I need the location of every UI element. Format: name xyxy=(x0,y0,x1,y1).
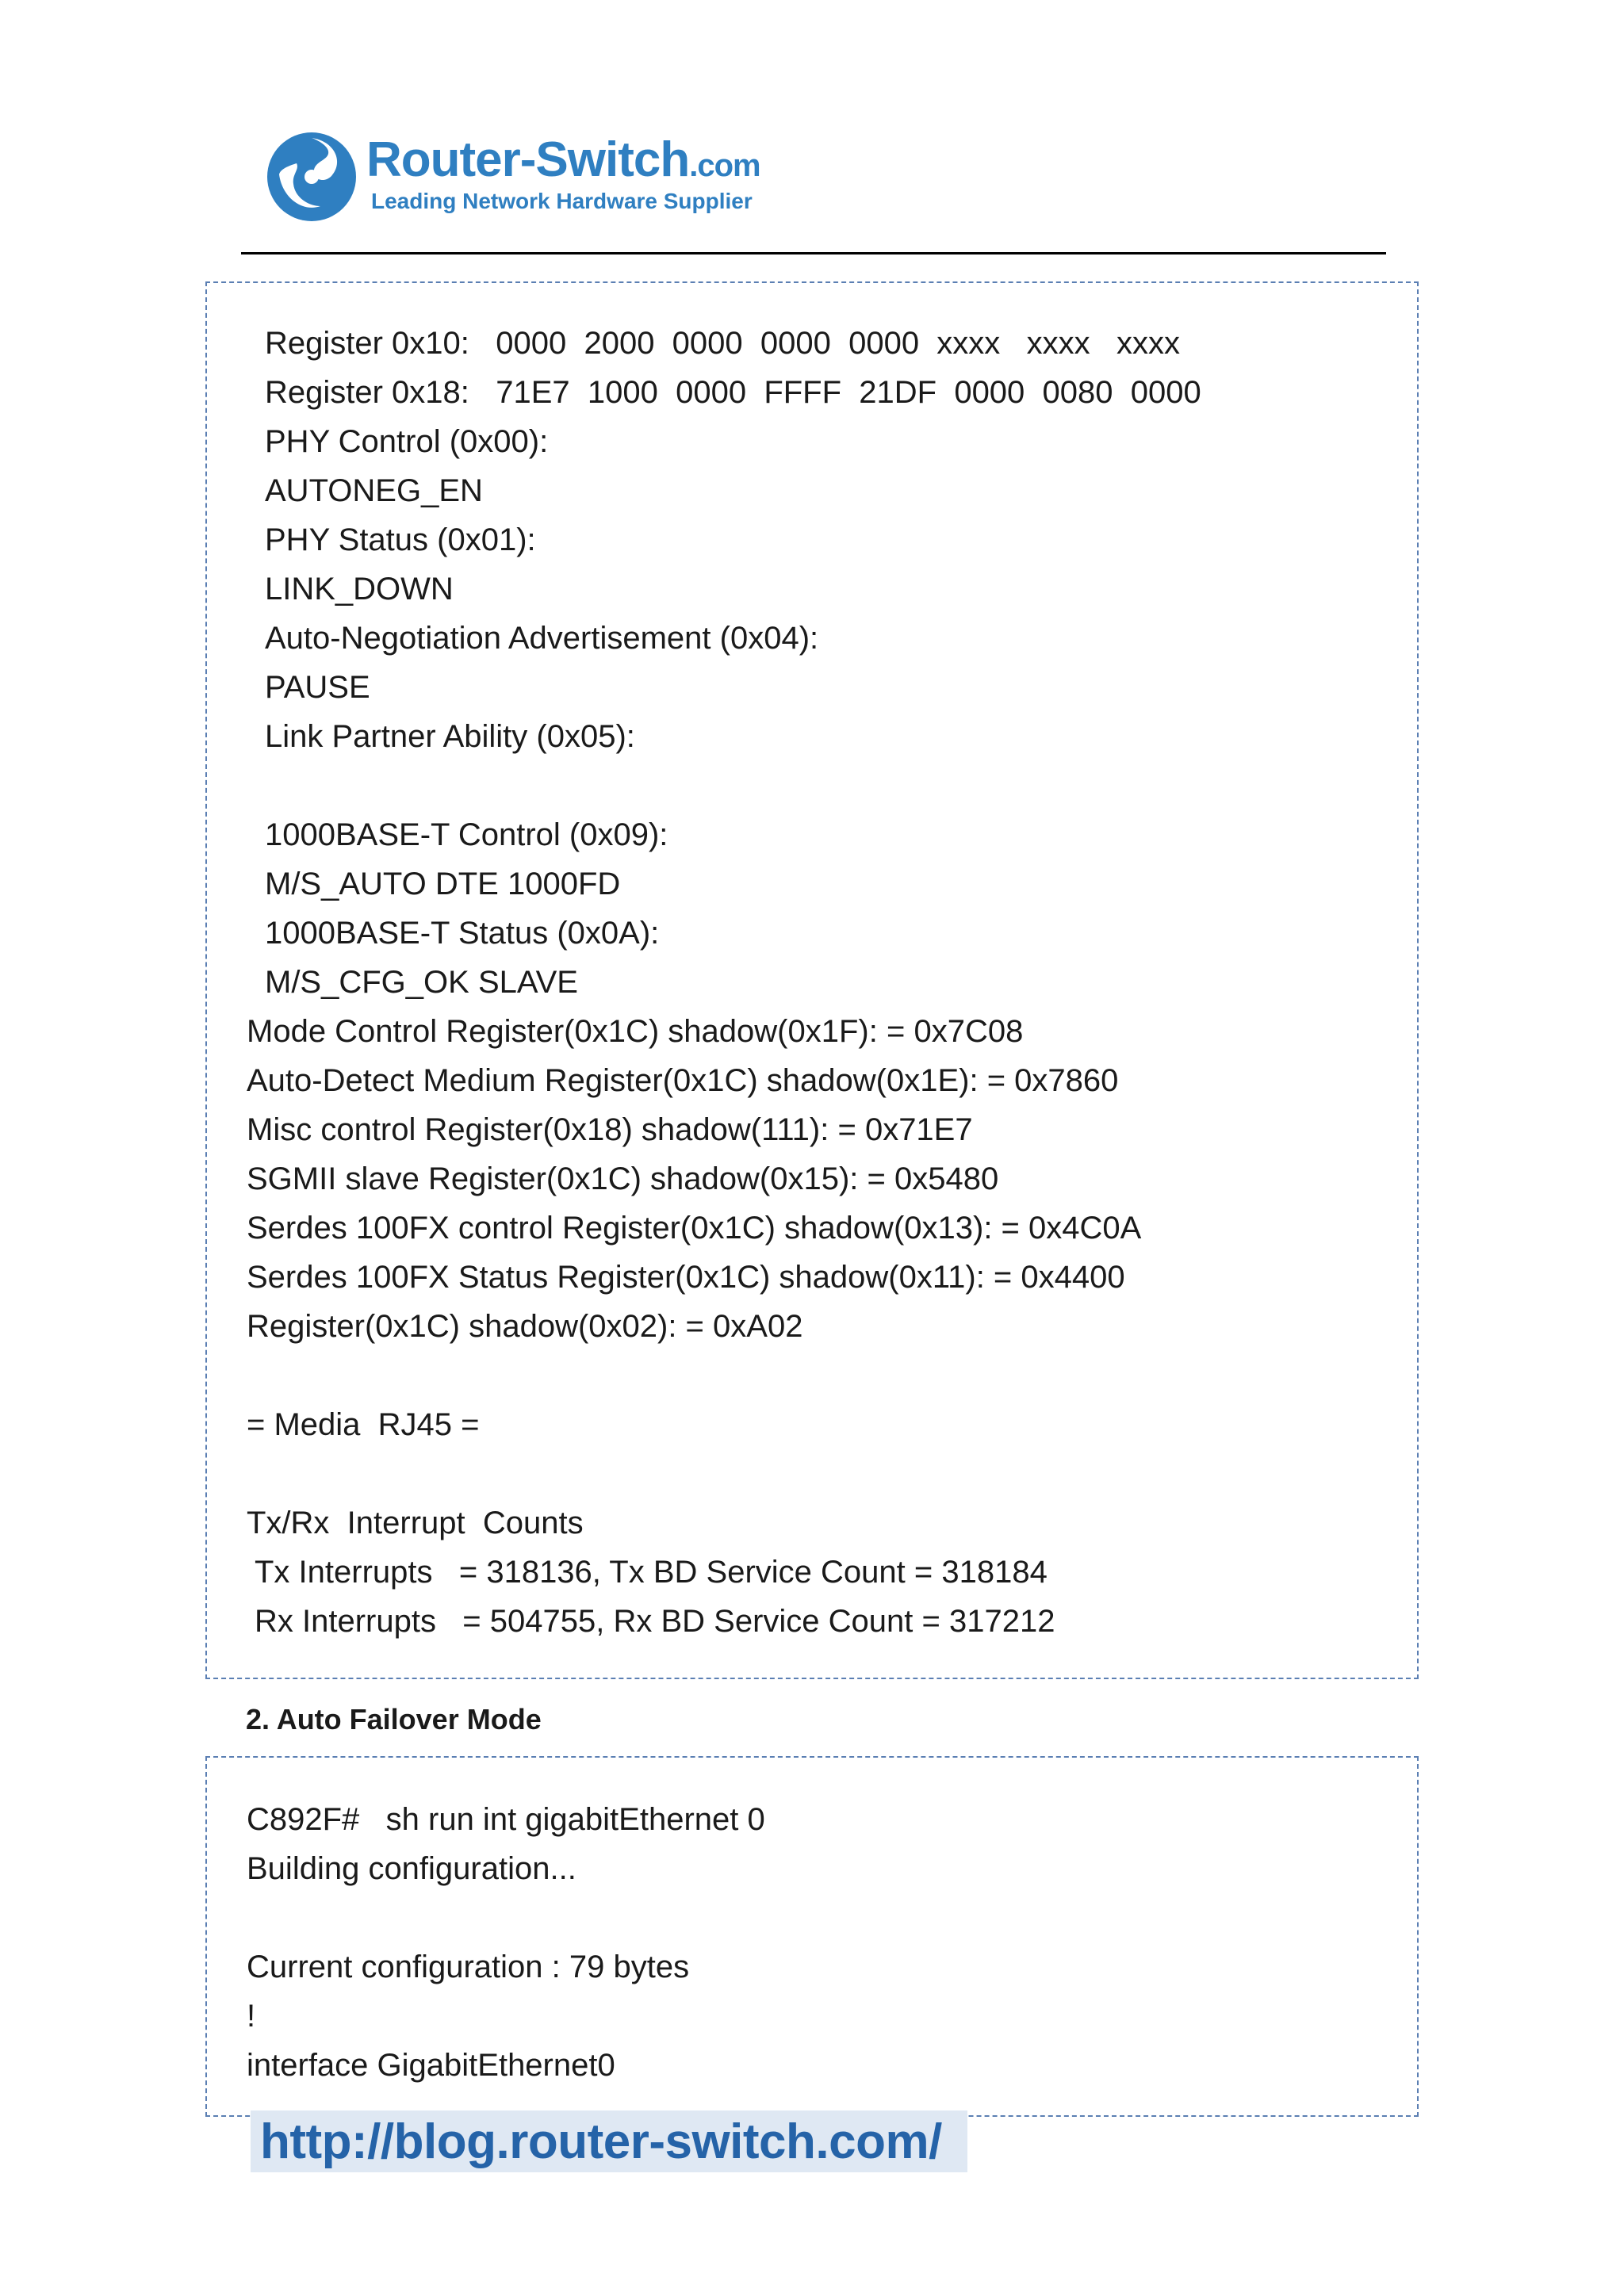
code-line: C892F# sh run int gigabitEthernet 0 xyxy=(247,1802,765,1837)
code-line: PAUSE xyxy=(265,670,370,705)
code-line: M/S_CFG_OK SLAVE xyxy=(265,965,578,1000)
code-line: 1000BASE-T Status (0x0A): xyxy=(265,916,660,951)
logo-brand: Router-Switch.com xyxy=(366,132,760,187)
code-line: Building configuration... xyxy=(247,1851,576,1886)
code-line: Register 0x18: 71E7 1000 0000 FFFF 21DF 0000 0080 0000 xyxy=(265,375,1201,410)
footer-url-link[interactable] xyxy=(251,2110,967,2172)
config-output-box xyxy=(205,1756,1419,2117)
header-divider xyxy=(241,252,1386,254)
code-line: Serdes 100FX control Register(0x1C) shadow(0x13): = 0x4C0A xyxy=(247,1211,1142,1246)
code-line: Serdes 100FX Status Register(0x1C) shadow(0x11): = 0x4400 xyxy=(247,1260,1125,1295)
code-line: 1000BASE-T Control (0x09): xyxy=(265,817,668,852)
code-line: Tx/Rx Interrupt Counts xyxy=(247,1506,584,1540)
code-line: LINK_DOWN xyxy=(265,572,454,607)
code-line: Rx Interrupts = 504755, Rx BD Service Count = 317212 xyxy=(255,1604,1055,1639)
code-line: AUTONEG_EN xyxy=(265,473,483,508)
code-line: M/S_AUTO DTE 1000FD xyxy=(265,867,621,901)
code-line: Tx Interrupts = 318136, Tx BD Service Count = 318184 xyxy=(255,1555,1048,1590)
logo-tagline: Leading Network Hardware Supplier xyxy=(371,189,753,213)
logo-brand-suffix: .com xyxy=(689,148,760,183)
code-line: PHY Status (0x01): xyxy=(265,522,536,557)
code-line: Auto-Detect Medium Register(0x1C) shadow(0x1E): = 0x7860 xyxy=(247,1063,1119,1098)
code-line: Auto-Negotiation Advertisement (0x04): xyxy=(265,621,819,656)
code-line: Current configuration : 79 bytes xyxy=(247,1950,690,1984)
code-line: Link Partner Ability (0x05): xyxy=(265,719,635,754)
code-line: Register 0x10: 0000 2000 0000 0000 0000 xxxx xxxx xxxx xyxy=(265,326,1180,361)
code-line: PHY Control (0x00): xyxy=(265,424,549,459)
site-logo[interactable] xyxy=(265,127,772,222)
footer-url-text: http://blog.router-switch.com/ xyxy=(260,2114,942,2169)
section-heading: 2. Auto Failover Mode xyxy=(246,1703,542,1735)
code-line: ! xyxy=(247,1999,256,2034)
router-switch-logo-icon xyxy=(265,130,358,224)
code-line: Register(0x1C) shadow(0x02): = 0xA02 xyxy=(247,1309,803,1344)
code-line: = Media RJ45 = xyxy=(247,1407,480,1442)
code-line: SGMII slave Register(0x1C) shadow(0x15): = 0x5480 xyxy=(247,1161,999,1196)
code-line: Mode Control Register(0x1C) shadow(0x1F): = 0x7C08 xyxy=(247,1014,1024,1049)
register-dump-box xyxy=(205,281,1419,1679)
code-line: Misc control Register(0x18) shadow(111): = 0x71E7 xyxy=(247,1112,973,1147)
code-line: interface GigabitEthernet0 xyxy=(247,2048,615,2083)
